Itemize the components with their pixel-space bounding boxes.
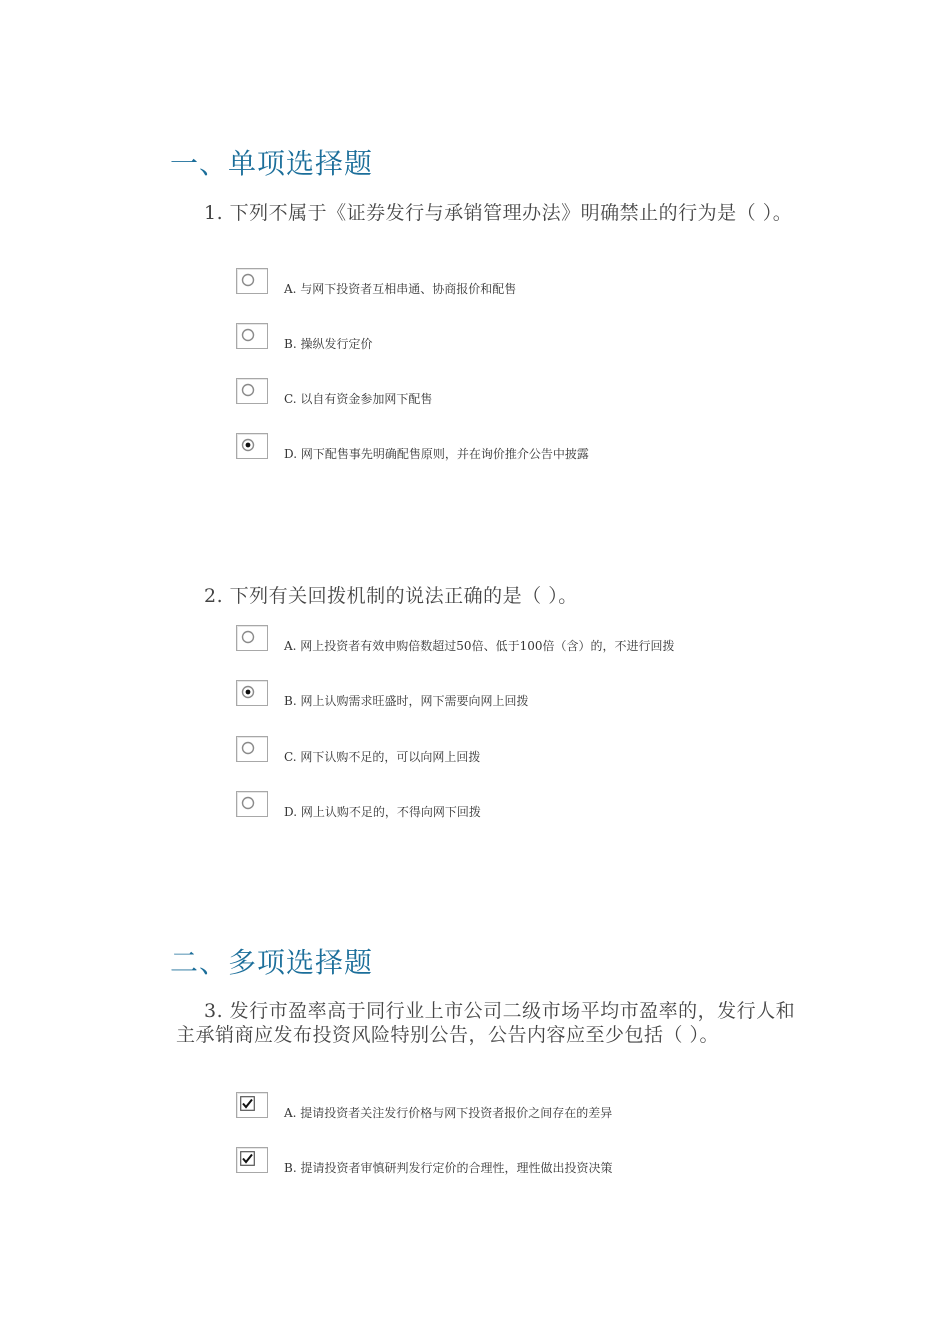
checkbox[interactable] — [236, 1092, 268, 1118]
option-label: B. 网上认购需求旺盛时，网下需要向网上回拨 — [284, 694, 529, 708]
radio-button[interactable] — [236, 323, 268, 349]
checkbox[interactable] — [236, 1147, 268, 1173]
radio-unselected-icon — [241, 328, 255, 342]
option-label: D. 网上认购不足的，不得向网下回拨 — [284, 805, 481, 819]
radio-button[interactable] — [236, 625, 268, 651]
radio-unselected-icon — [241, 383, 255, 397]
option-label: A. 网上投资者有效申购倍数超过50倍、低于100倍（含）的，不进行回拨 — [284, 639, 675, 653]
section-title-multiple-choice: 二、多项选择题 — [170, 946, 374, 979]
radio-button[interactable] — [236, 680, 268, 706]
radio-unselected-icon — [241, 630, 255, 644]
option-label: A. 与网下投资者互相串通、协商报价和配售 — [284, 282, 517, 296]
option-label: C. 以自有资金参加网下配售 — [284, 392, 433, 406]
question-3-text: 3. 发行市盈率高于同行业上市公司二级市场平均市盈率的，发行人和主承销商应发布投资风险特别公告，公告内容应至少包括（ ）。 — [176, 1000, 796, 1046]
radio-button[interactable] — [236, 791, 268, 817]
question-1-text: 1. 下列不属于《证券发行与承销管理办法》明确禁止的行为是（ ）。 — [204, 202, 793, 224]
radio-unselected-icon — [241, 273, 255, 287]
radio-selected-icon — [241, 438, 255, 452]
option-label: B. 操纵发行定价 — [284, 337, 373, 351]
radio-button[interactable] — [236, 736, 268, 762]
radio-unselected-icon — [241, 741, 255, 755]
option-label: D. 网下配售事先明确配售原则，并在询价推介公告中披露 — [284, 447, 589, 461]
radio-button[interactable] — [236, 433, 268, 459]
option-label: C. 网下认购不足的，可以向网上回拨 — [284, 750, 481, 764]
radio-button[interactable] — [236, 378, 268, 404]
radio-unselected-icon — [241, 796, 255, 810]
option-label: B. 提请投资者审慎研判发行定价的合理性，理性做出投资决策 — [284, 1161, 613, 1175]
checkbox-checked-icon — [240, 1151, 255, 1166]
radio-selected-icon — [241, 685, 255, 699]
checkbox-checked-icon — [240, 1096, 255, 1111]
radio-button[interactable] — [236, 268, 268, 294]
section-title-single-choice: 一、单项选择题 — [170, 147, 374, 180]
question-2-text: 2. 下列有关回拨机制的说法正确的是（ ）。 — [204, 585, 578, 607]
option-label: A. 提请投资者关注发行价格与网下投资者报价之间存在的差异 — [284, 1106, 613, 1120]
